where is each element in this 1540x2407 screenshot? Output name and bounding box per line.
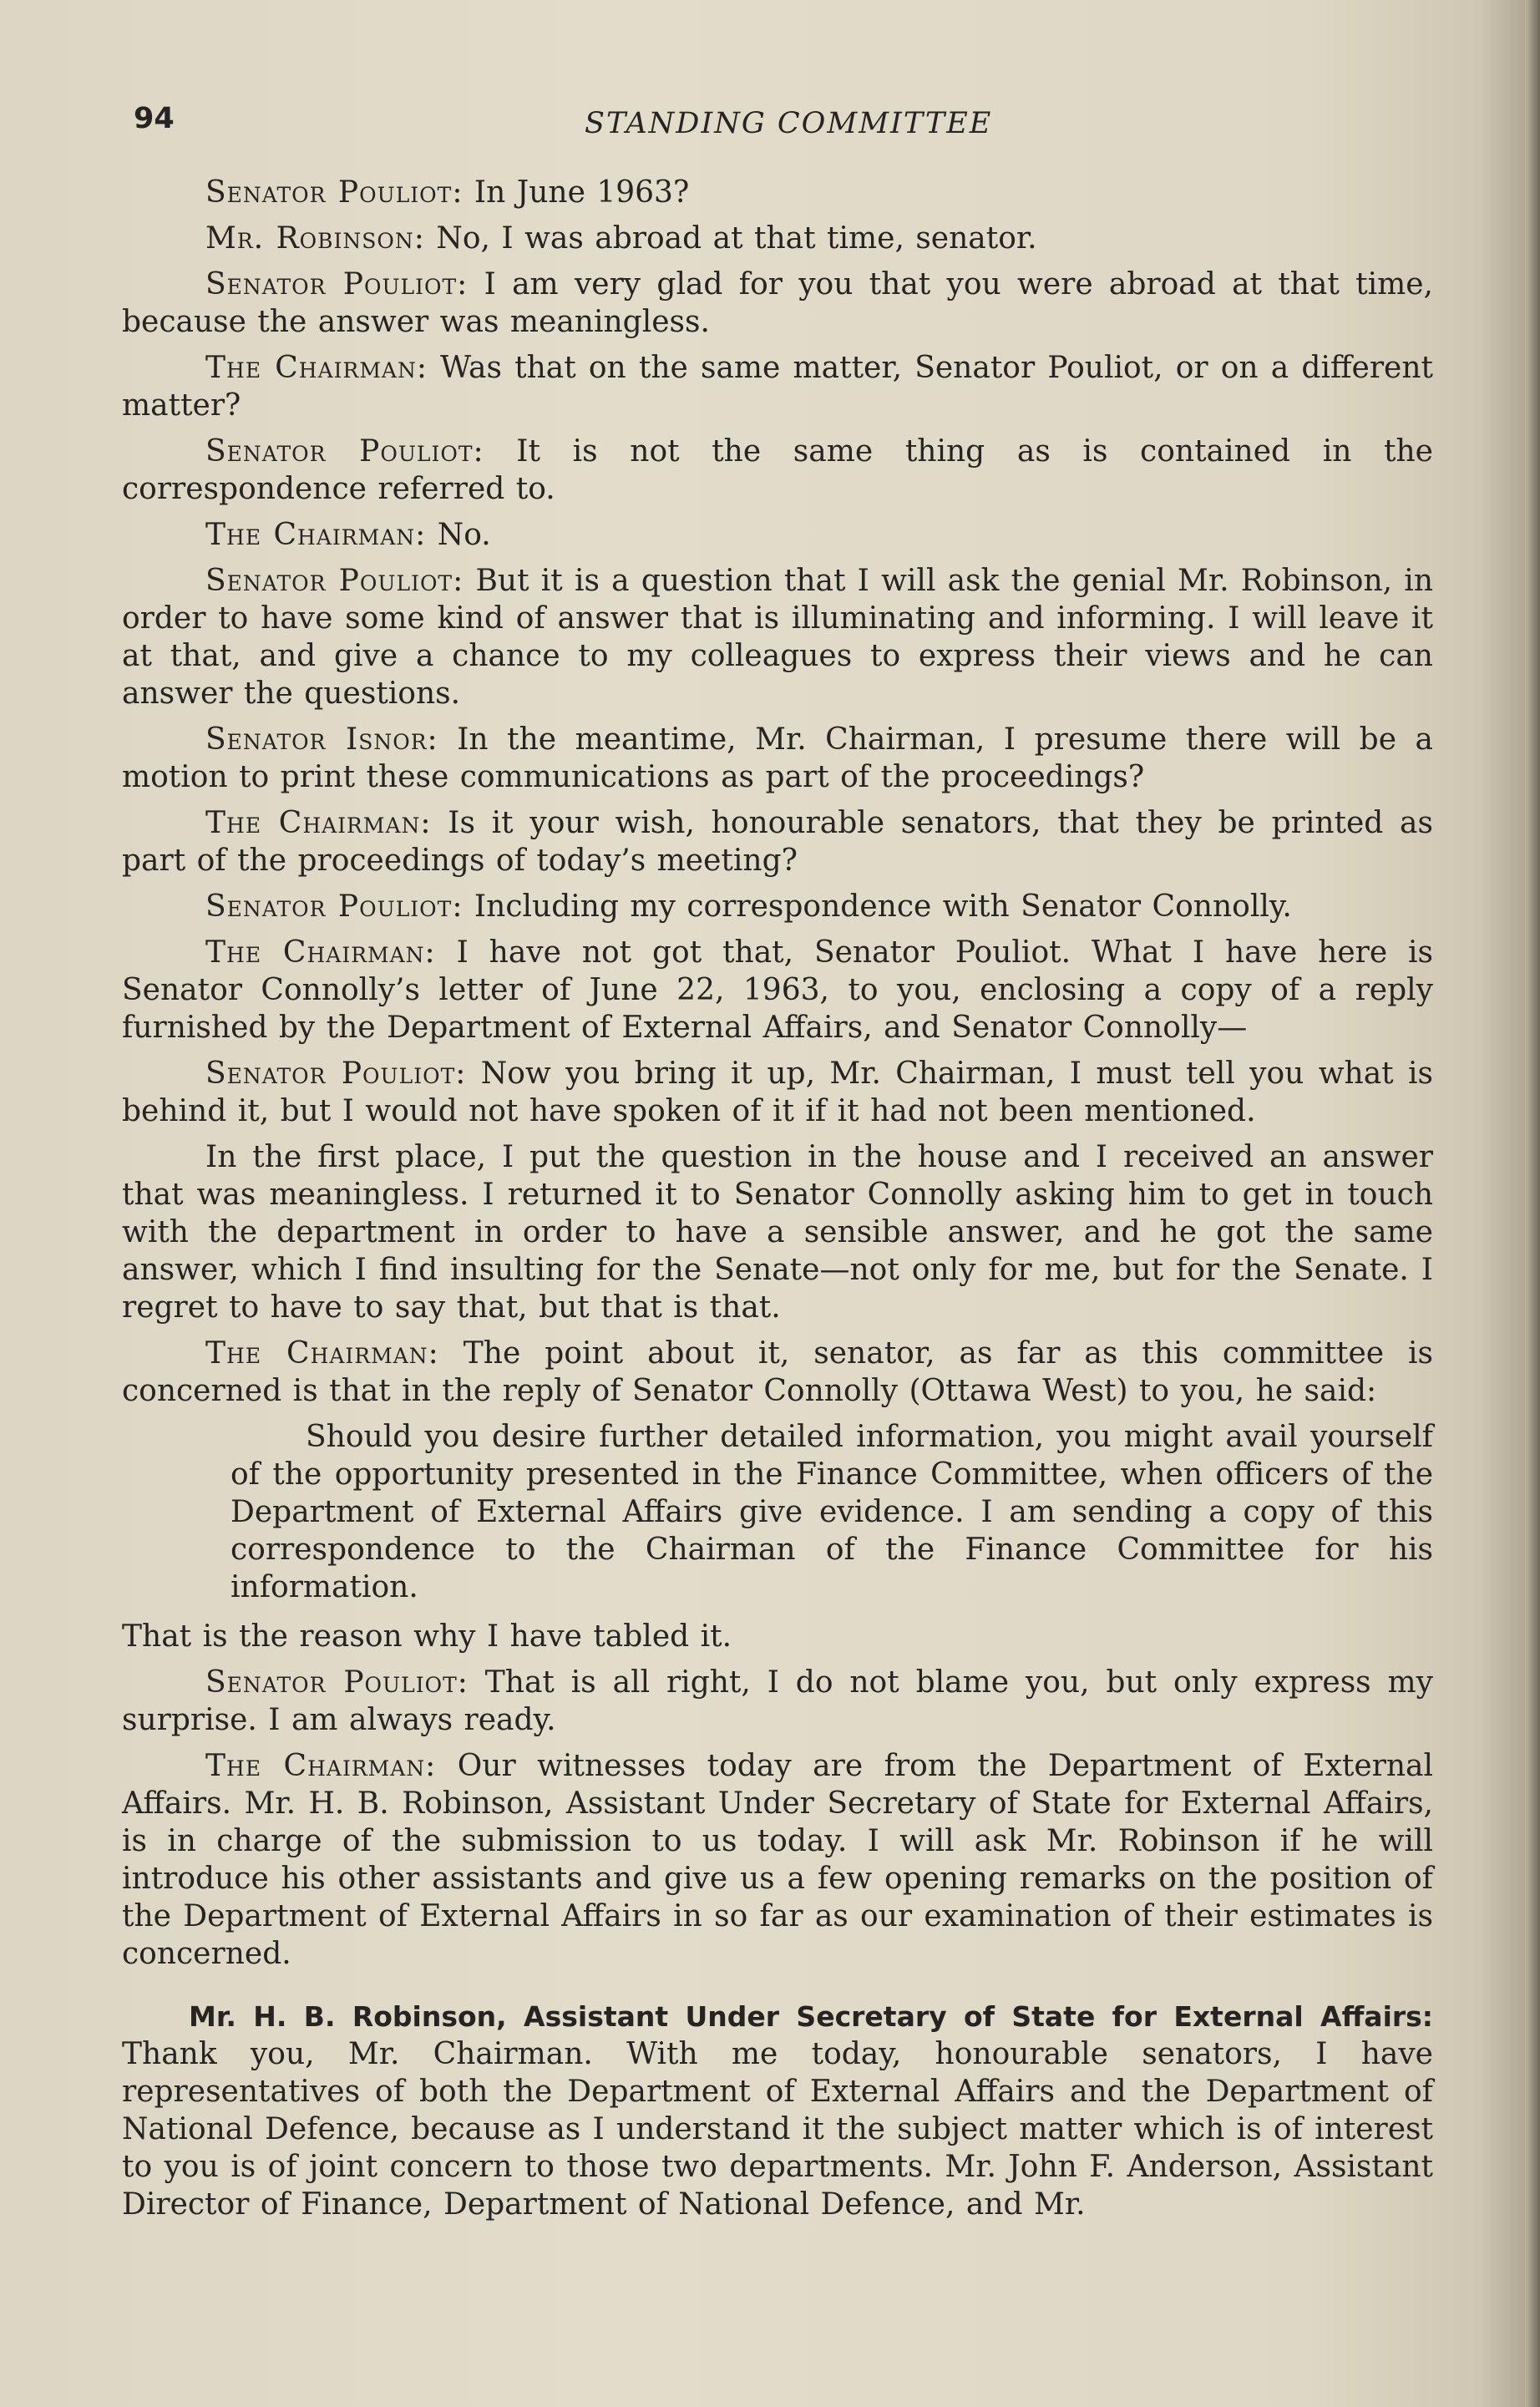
- speaker: The Chairman:: [205, 1336, 439, 1371]
- speaker: Senator Pouliot:: [205, 1665, 469, 1700]
- paragraph: [122, 1664, 1433, 1739]
- paragraph: [122, 1138, 1433, 1326]
- paragraph: [122, 433, 1433, 508]
- speech: In June 1963?: [463, 175, 690, 210]
- paragraph: [122, 1335, 1433, 1410]
- paragraph: [122, 266, 1433, 341]
- speech: But it is a question that I will ask the genial Mr. Robinson, in order to have some kind of answer that is illuminating and informing. I will leave it at that, and give a chance to my colleagues to express their views and he can answer the questions.: [122, 564, 1434, 711]
- page-header: [0, 99, 1540, 149]
- speaker: Senator Pouliot:: [205, 434, 484, 469]
- witness-heading: Mr. H. B. Robinson, Assistant Under Secretary of State for External Affairs:: [189, 2000, 1433, 2033]
- speaker: Senator Isnor:: [205, 722, 438, 757]
- speaker: Senator Pouliot:: [205, 889, 464, 924]
- speech: In the meantime, Mr. Chairman, I presume there will be a motion to print these communications as part of the proceedings?: [122, 722, 1433, 794]
- speaker: The Chairman:: [205, 351, 428, 385]
- speech: Including my correspondence with Senator Connolly.: [463, 889, 1292, 924]
- speech: It is not the same thing as is contained in the correspondence referred to.: [122, 434, 1433, 506]
- speech: No.: [426, 518, 491, 552]
- speech: Now you bring it up, Mr. Chairman, I must tell you what is behind it, but I would not have spoken of it if it had not been mentioned.: [122, 1057, 1433, 1128]
- page-edge: [1525, 0, 1540, 2407]
- speaker: Senator Pouliot:: [205, 175, 464, 210]
- speech: No, I was abroad at that time, senator.: [424, 221, 1037, 256]
- speech: Is it your wish, honourable senators, that they be printed as part of the proceedings of today’s meeting?: [122, 806, 1433, 878]
- speech: Our witnesses today are from the Department of External Affairs. Mr. H. B. Robinson, Assistant Under Secretary of State for External Affairs, is in charge of the submission to us today. I will ask Mr. Robinson if he will introduce his other assistants and give us a few opening remarks on the position of the Department of External Affairs in so far as our examination of their estimates is concerned.: [122, 1749, 1434, 1971]
- paragraph: [122, 174, 1433, 211]
- paragraph: [122, 888, 1433, 925]
- speech: I am very glad for you that you were abroad at that time, because the answer was meaningless.: [122, 267, 1433, 339]
- paragraph: [122, 1747, 1433, 1973]
- speaker: Mr. Robinson:: [205, 221, 425, 256]
- paragraph: [122, 516, 1433, 554]
- paragraph: [122, 721, 1433, 796]
- paragraph: [122, 934, 1433, 1046]
- speaker: The Chairman:: [205, 1749, 437, 1783]
- paragraph: [122, 1055, 1433, 1130]
- speaker: The Chairman:: [205, 935, 436, 970]
- speaker: Senator Pouliot:: [205, 1057, 467, 1091]
- page-number: 94: [134, 102, 175, 135]
- paragraph: [122, 349, 1433, 424]
- speech: The point about it, senator, as far as this committee is concerned is that in the reply of Senator Connolly (Ottawa West) to you, he said:: [122, 1336, 1434, 1408]
- paragraph: [122, 1998, 1433, 2223]
- block-quote: Should you desire further detailed information, you might avail yourself of the opportunity presented in the Finance Committee, when officers of the Department of External Affairs give evidence. I am sending a copy of this correspondence to the Chairman of the Finance Committee for his information.: [230, 1420, 1433, 1604]
- paragraph: [122, 220, 1433, 257]
- transcript-body: [122, 174, 1433, 2232]
- speech: I have not got that, Senator Pouliot. What I have here is Senator Connolly’s letter of June 22, 1963, to you, enclosing a copy of a reply furnished by the Department of External Affairs, and Senator Connolly—: [122, 935, 1433, 1045]
- paragraph: That is the reason why I have tabled it.: [122, 1619, 732, 1654]
- speaker: The Chairman:: [205, 806, 432, 840]
- speaker: Senator Pouliot:: [205, 267, 469, 302]
- speaker: Senator Pouliot:: [205, 564, 464, 598]
- speech: Was that on the same matter, Senator Pouliot, or on a different matter?: [122, 351, 1434, 423]
- speech: That is all right, I do not blame you, but only express my surprise. I am always ready.: [122, 1665, 1433, 1737]
- paragraph: [122, 804, 1433, 879]
- speech: Thank you, Mr. Chairman. With me today, honourable senators, I have representatives of both the Department of External Affairs and the Department of National Defence, because as I understand it the subject matter which is of interest to you is of joint concern to those two departments. Mr. John F. Anderson, Assistant Director of Finance, Department of National Defence, and Mr.: [122, 2037, 1433, 2222]
- speech: In the first place, I put the question in the house and I received an answer that was meaningless. I returned it to Senator Connolly asking him to get in touch with the department in order to have a sensible answer, and he got the same answer, which I find insulting for the Senate—not only for me, but for the Senate. I regret to have to say that, but that is that.: [122, 1140, 1433, 1325]
- running-head: STANDING COMMITTEE: [585, 107, 993, 140]
- speaker: The Chairman:: [205, 518, 427, 552]
- paragraph: [122, 562, 1433, 712]
